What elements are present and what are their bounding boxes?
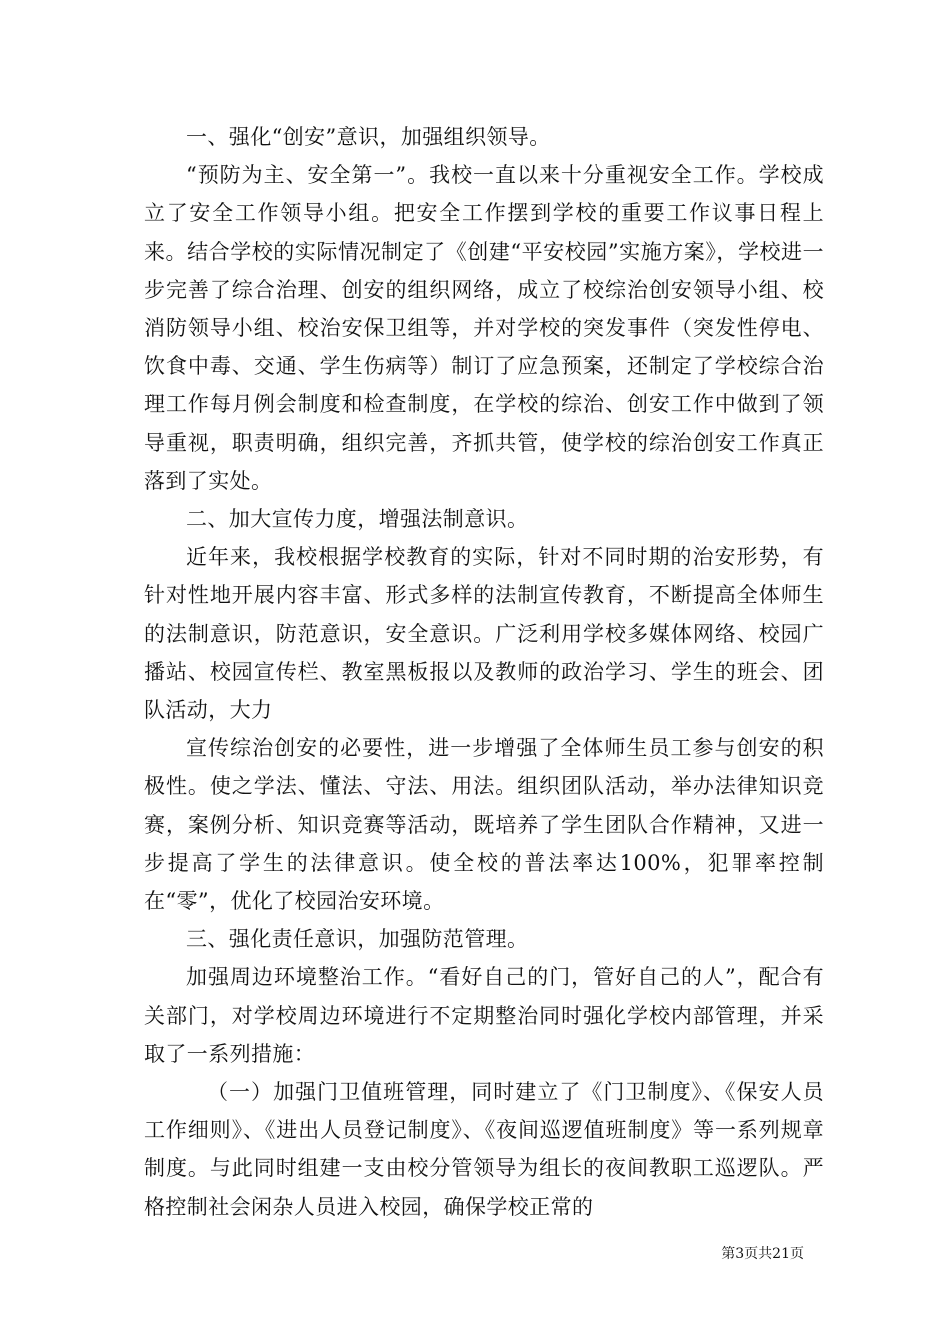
- section-heading-1: 一、强化“创安”意识，加强组织领导。: [186, 125, 551, 149]
- paragraph-gate-management: （一）加强门卫值班管理，同时建立了《门卫制度》、《保安人员工作细则》、《进出人员登记制度》、《夜间巡逻值班制度》等一系列规章制度。与此同时组建一支由校分管领导为组长的夜间教职工巡逻队。严格控制社会闲杂人员进入校园，确保学校正常的: [144, 1080, 824, 1219]
- document-body: [144, 118, 824, 1226]
- section-heading-2: 二、加大宣传力度，增强法制意识。: [186, 507, 529, 532]
- paragraph-safety-work: “预防为主、安全第一”。我校一直以来十分重视安全工作。学校成立了安全工作领导小组。把安全工作摆到学校的重要工作议事日程上来。结合学校的实际情况制定了《创建“平安校园”实施方案》，学校进一步完善了综合治理、创安的组织网络，成立了校综治创安领导小组、校消防领导小组、校治安保卫组等，并对学校的突发事件（突发性停电、饮食中毒、交通、学生伤病等）制订了应急预案，还制定了学校综合治理工作每月例会制度和检查制度，在学校的综治、创安工作中做到了领导重视，职责明确，组织完善，齐抓共管，使学校的综治创安工作真正落到了实处。: [144, 163, 824, 493]
- section-heading-3: 三、强化责任意识，加强防范管理。: [186, 927, 529, 952]
- paragraph-publicity: 宣传综治创安的必要性，进一步增强了全体师生员工参与创安的积极性。使之学法、懂法、守法、用法。组织团队活动，举办法律知识竞赛，案例分析、知识竞赛等活动，既培养了学生团队合作精神，又进一步提高了学生的法律意识。使全校的普法率达100%，犯罪率控制在“零”，优化了校园治安环境。: [144, 736, 824, 914]
- page-number: 第3页共21页: [721, 1246, 804, 1262]
- paragraph-legal-education: 近年来，我校根据学校教育的实际，针对不同时期的治安形势，有针对性地开展内容丰富、形式多样的法制宣传教育，不断提高全体师生的法制意识，防范意识，安全意识。广泛利用学校多媒体网络、校园广播站、校园宣传栏、教室黑板报以及教师的政治学习、学生的班会、团队活动，大力: [144, 545, 824, 723]
- paragraph-environment: 加强周边环境整治工作。“看好自己的门，管好自己的人”，配合有关部门，对学校周边环境进行不定期整治同时强化学校内部管理，并采取了一系列措施：: [144, 965, 824, 1066]
